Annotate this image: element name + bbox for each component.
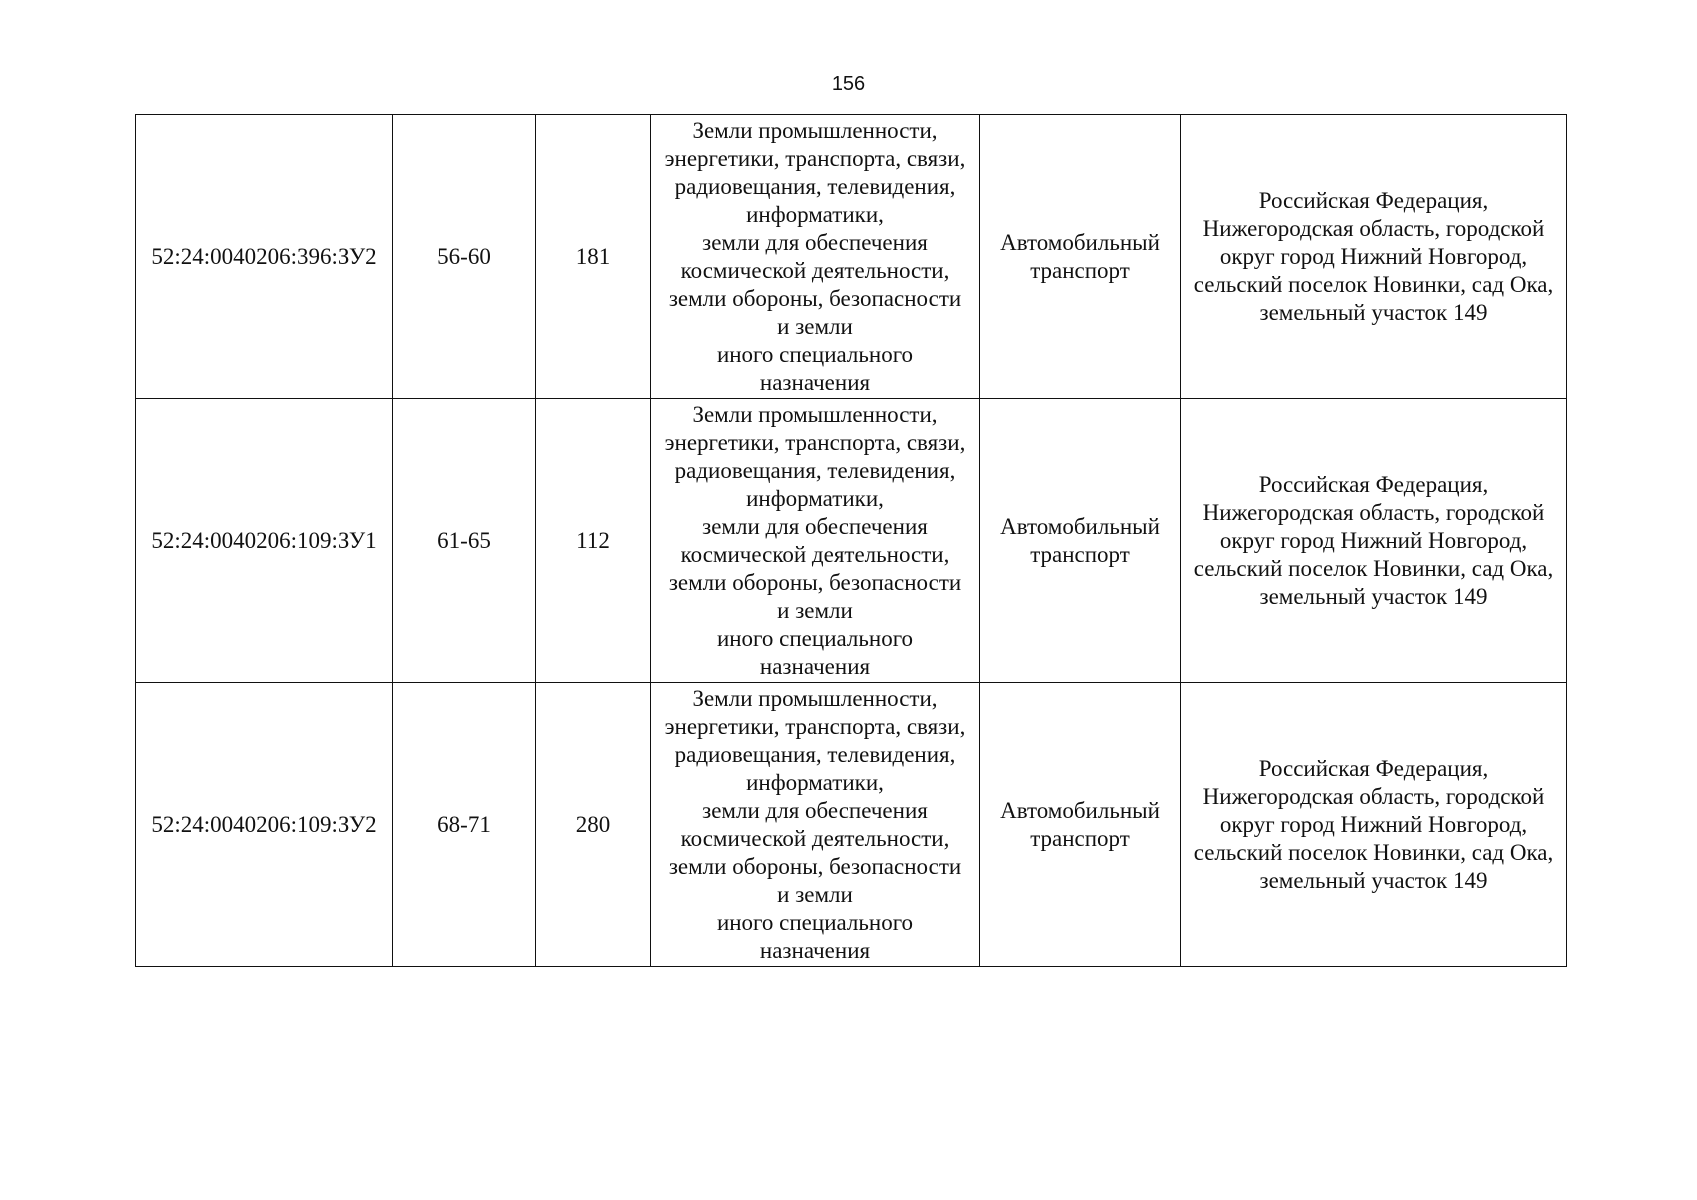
cadastral-number-cell: 52:24:0040206:396:ЗУ2 <box>136 115 393 399</box>
table-row <box>136 399 1567 683</box>
land-category-cell: Земли промышленности, энергетики, транспорта, связи, радиовещания, телевидения, информатики, земли для обеспечения космической деятельности, земли обороны, безопасности и земли иного специального назначения <box>651 683 980 967</box>
area-cell: 280 <box>536 683 651 967</box>
permitted-use-cell: Автомобильный транспорт <box>980 683 1181 967</box>
permitted-use-cell: Автомобильный транспорт <box>980 399 1181 683</box>
area-cell: 112 <box>536 399 651 683</box>
permitted-use-cell: Автомобильный транспорт <box>980 115 1181 399</box>
address-cell: Российская Федерация, Нижегородская область, городской округ город Нижний Новгород, сельский поселок Новинки, сад Ока, земельный участок 149 <box>1181 683 1567 967</box>
page-number: 156 <box>831 73 866 95</box>
address-cell: Российская Федерация, Нижегородская область, городской округ город Нижний Новгород, сельский поселок Новинки, сад Ока, земельный участок 149 <box>1181 399 1567 683</box>
points-cell: 56-60 <box>393 115 536 399</box>
points-cell: 61-65 <box>393 399 536 683</box>
table-row <box>136 683 1567 967</box>
cadastral-number-cell: 52:24:0040206:109:ЗУ2 <box>136 683 393 967</box>
land-plots-table <box>135 114 1567 967</box>
address-cell: Российская Федерация, Нижегородская область, городской округ город Нижний Новгород, сельский поселок Новинки, сад Ока, земельный участок 149 <box>1181 115 1567 399</box>
points-cell: 68-71 <box>393 683 536 967</box>
area-cell: 181 <box>536 115 651 399</box>
table-row <box>136 115 1567 399</box>
land-category-cell: Земли промышленности, энергетики, транспорта, связи, радиовещания, телевидения, информатики, земли для обеспечения космической деятельности, земли обороны, безопасности и земли иного специального назначения <box>651 115 980 399</box>
land-category-cell: Земли промышленности, энергетики, транспорта, связи, радиовещания, телевидения, информатики, земли для обеспечения космической деятельности, земли обороны, безопасности и земли иного специального назначения <box>651 399 980 683</box>
cadastral-number-cell: 52:24:0040206:109:ЗУ1 <box>136 399 393 683</box>
